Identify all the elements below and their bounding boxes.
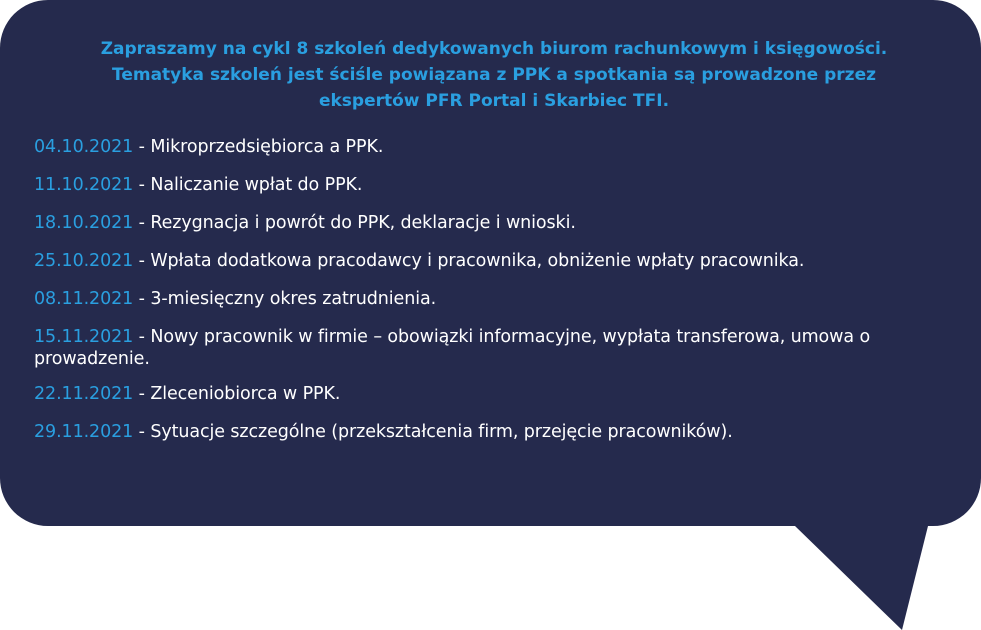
schedule-separator: - bbox=[133, 384, 151, 404]
schedule-topic: Mikroprzedsiębiorca a PPK. bbox=[150, 137, 384, 157]
schedule-date: 11.10.2021 bbox=[34, 175, 134, 195]
schedule-item bbox=[34, 288, 954, 310]
schedule-date: 08.11.2021 bbox=[34, 289, 134, 309]
schedule-separator: - bbox=[133, 213, 151, 233]
schedule-separator: - bbox=[133, 289, 151, 309]
bubble-content bbox=[34, 36, 954, 459]
schedule-item bbox=[34, 250, 954, 272]
schedule-date: 25.10.2021 bbox=[34, 251, 134, 271]
schedule-item bbox=[34, 212, 954, 234]
schedule-date: 22.11.2021 bbox=[34, 384, 134, 404]
schedule-topic: Zleceniobiorca w PPK. bbox=[150, 384, 341, 404]
schedule-date: 18.10.2021 bbox=[34, 213, 134, 233]
schedule-topic: 3-miesięczny okres zatrudnienia. bbox=[150, 289, 437, 309]
schedule-item bbox=[34, 174, 954, 196]
schedule-date: 04.10.2021 bbox=[34, 137, 134, 157]
schedule-separator: - bbox=[133, 175, 151, 195]
schedule-topic: Nowy pracownik w firmie – obowiązki informacyjne, wypłata transferowa, umowa o prowadzenie. bbox=[34, 327, 871, 369]
schedule-topic: Naliczanie wpłat do PPK. bbox=[150, 175, 363, 195]
schedule-item bbox=[34, 136, 954, 158]
intro-line-1: Zapraszamy na cykl 8 szkoleń dedykowanych biurom rachunkowym i księgowości. bbox=[100, 39, 888, 59]
schedule-separator: - bbox=[133, 327, 151, 347]
training-schedule-list bbox=[34, 136, 954, 443]
schedule-date: 15.11.2021 bbox=[34, 327, 134, 347]
schedule-date: 29.11.2021 bbox=[34, 422, 134, 442]
intro-text bbox=[35, 36, 953, 114]
schedule-item bbox=[34, 383, 954, 405]
schedule-topic: Rezygnacja i powrót do PPK, deklaracje i wnioski. bbox=[150, 213, 576, 233]
schedule-topic: Wpłata dodatkowa pracodawcy i pracownika, obniżenie wpłaty pracownika. bbox=[150, 251, 805, 271]
schedule-item bbox=[34, 421, 954, 443]
schedule-separator: - bbox=[133, 251, 151, 271]
schedule-separator: - bbox=[133, 422, 151, 442]
intro-line-3: ekspertów PFR Portal i Skarbiec TFI. bbox=[318, 91, 670, 111]
schedule-separator: - bbox=[133, 137, 151, 157]
schedule-item bbox=[34, 326, 954, 370]
schedule-topic: Sytuacje szczególne (przekształcenia firm, przejęcie pracowników). bbox=[150, 422, 733, 442]
intro-line-2: Tematyka szkoleń jest ściśle powiązana z PPK a spotkania są prowadzone przez bbox=[111, 65, 876, 85]
